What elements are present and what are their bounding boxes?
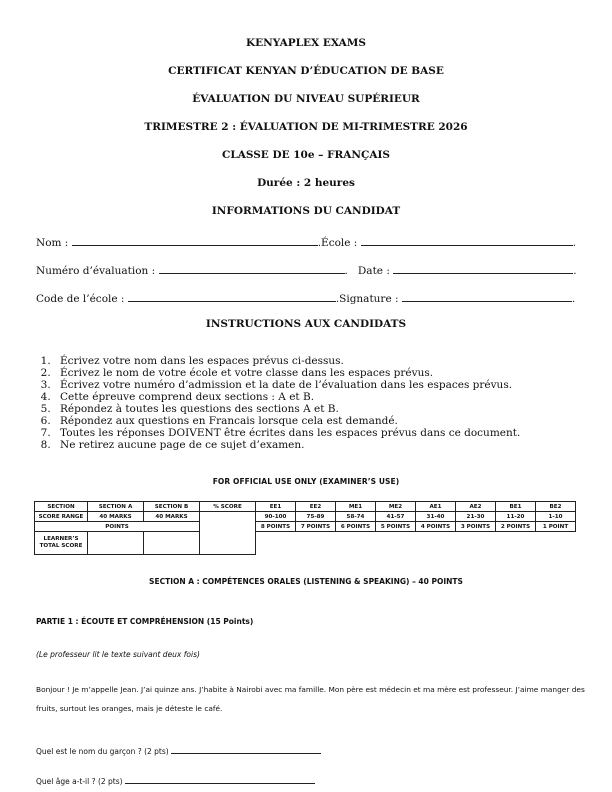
score-table-row bbox=[35, 522, 576, 532]
question-1 bbox=[36, 745, 321, 756]
candidate-info-title: INFORMATIONS DU CANDIDAT bbox=[211, 205, 401, 217]
percent-score-cell[interactable] bbox=[200, 512, 256, 555]
table-cell: 11-20 bbox=[496, 512, 536, 522]
empty-cell bbox=[256, 532, 576, 555]
end-dot: . bbox=[571, 293, 576, 305]
table-cell: 1 POINT bbox=[536, 522, 576, 532]
table-cell: 31-40 bbox=[416, 512, 456, 522]
term-title: TRIMESTRE 2 : ÉVALUATION DE MI-TRIMESTRE 2026 bbox=[144, 121, 468, 133]
table-cell: LEARNER’S TOTAL SCORE bbox=[35, 532, 88, 555]
certificate-title: CERTIFICAT KENYAN D’ÉDUCATION DE BASE bbox=[168, 65, 444, 77]
exam-provider-title: KENYAPLEX EXAMS bbox=[246, 37, 366, 49]
table-cell: 4 POINTS bbox=[416, 522, 456, 532]
instructions-title: INSTRUCTIONS AUX CANDIDATS bbox=[205, 318, 407, 330]
instruction-item: 1. Écrivez votre nom dans les espaces prévus ci-dessus. bbox=[54, 355, 612, 367]
end-dot: . bbox=[344, 265, 348, 277]
instruction-item: 4. Cette épreuve comprend deux sections : A et B. bbox=[54, 391, 612, 403]
school-code-label: Code de l’école : bbox=[36, 293, 125, 305]
answer-1-field[interactable] bbox=[171, 745, 321, 754]
part-1-title: PARTIE 1 : ÉCOUTE ET COMPRÉHENSION (15 Points) bbox=[36, 617, 254, 626]
table-cell: 58-74 bbox=[336, 512, 376, 522]
instructions-list bbox=[42, 355, 612, 451]
section-b-score-cell[interactable] bbox=[144, 532, 200, 555]
score-table-row bbox=[35, 532, 576, 555]
question-2-text: Quel âge a-t-il ? (2 pts) bbox=[36, 777, 123, 786]
table-cell: ME1 bbox=[336, 502, 376, 512]
table-cell: SECTION B bbox=[144, 502, 200, 512]
name-field[interactable] bbox=[72, 234, 318, 246]
table-cell: % SCORE bbox=[200, 502, 256, 512]
score-table-row bbox=[35, 512, 576, 522]
table-cell: 1-10 bbox=[536, 512, 576, 522]
table-cell: SECTION bbox=[35, 502, 88, 512]
school-code-field[interactable] bbox=[128, 290, 336, 302]
teacher-note: (Le professeur lit le texte suivant deux fois) bbox=[36, 650, 200, 659]
table-cell: SCORE RANGE bbox=[35, 512, 88, 522]
score-table bbox=[34, 501, 576, 555]
instruction-item: 3. Écrivez votre numéro d’admission et la date de l’évaluation dans les espaces prévus. bbox=[54, 379, 612, 391]
class-title: CLASSE DE 10e – FRANÇAIS bbox=[221, 149, 391, 161]
duration: Durée : 2 heures bbox=[257, 177, 355, 189]
table-cell: POINTS bbox=[35, 522, 200, 532]
table-cell: SECTION A bbox=[88, 502, 144, 512]
question-2 bbox=[36, 775, 315, 786]
signature-label: .Signature : bbox=[335, 293, 399, 305]
table-cell: 41-57 bbox=[376, 512, 416, 522]
end-dot: . bbox=[573, 265, 577, 277]
school-label: .École : bbox=[317, 237, 358, 249]
table-cell: 21-30 bbox=[456, 512, 496, 522]
end-dot: . bbox=[572, 237, 577, 249]
signature-field[interactable] bbox=[402, 290, 572, 302]
table-cell: 40 MARKS bbox=[88, 512, 144, 522]
listening-text: Bonjour ! Je m’appelle Jean. J’ai quinze ans. J’habite à Nairobi avec ma famille. Mon père est médecin et ma mère est professeur. J’aime manger des fruits, surtout les oranges, mais je déteste le café. bbox=[36, 685, 585, 713]
name-label: Nom : bbox=[36, 237, 69, 249]
question-1-text: Quel est le nom du garçon ? (2 pts) bbox=[36, 747, 169, 756]
instruction-item: 5. Répondez à toutes les questions des sections A et B. bbox=[54, 403, 612, 415]
table-cell: ME2 bbox=[376, 502, 416, 512]
table-cell: BE1 bbox=[496, 502, 536, 512]
date-field[interactable] bbox=[393, 262, 573, 274]
instruction-item: 6. Répondez aux questions en Francais lorsque cela est demandé. bbox=[54, 415, 612, 427]
section-a-title: SECTION A : COMPÉTENCES ORALES (LISTENING & SPEAKING) – 40 POINTS bbox=[149, 577, 463, 586]
table-cell: AE2 bbox=[456, 502, 496, 512]
section-a-score-cell[interactable] bbox=[88, 532, 144, 555]
answer-2-field[interactable] bbox=[125, 775, 315, 784]
table-cell: 7 POINTS bbox=[296, 522, 336, 532]
table-cell: 3 POINTS bbox=[456, 522, 496, 532]
school-field[interactable] bbox=[361, 234, 573, 246]
table-cell: 5 POINTS bbox=[376, 522, 416, 532]
table-cell: EE2 bbox=[296, 502, 336, 512]
score-table-row bbox=[35, 502, 576, 512]
table-cell: 6 POINTS bbox=[336, 522, 376, 532]
field-row-name-school bbox=[36, 234, 588, 249]
field-row-number-date bbox=[36, 262, 588, 277]
table-cell: 90-100 bbox=[256, 512, 296, 522]
table-cell: AE1 bbox=[416, 502, 456, 512]
date-label: Date : bbox=[357, 265, 390, 277]
instruction-item: 8. Ne retirez aucune page de ce sujet d’examen. bbox=[54, 439, 612, 451]
assessment-number-label: Numéro d’évaluation : bbox=[36, 265, 156, 277]
official-use-title: FOR OFFICIAL USE ONLY (EXAMINER’S USE) bbox=[212, 477, 400, 486]
table-cell: BE2 bbox=[536, 502, 576, 512]
level-title: ÉVALUATION DU NIVEAU SUPÉRIEUR bbox=[192, 93, 420, 105]
instruction-item: 7. Toutes les réponses DOIVENT être écrites dans les espaces prévus dans ce document. bbox=[54, 427, 612, 439]
table-cell: 2 POINTS bbox=[496, 522, 536, 532]
table-cell: EE1 bbox=[256, 502, 296, 512]
assessment-number-field[interactable] bbox=[159, 262, 345, 274]
table-cell: 8 POINTS bbox=[256, 522, 296, 532]
table-cell: 75-89 bbox=[296, 512, 336, 522]
instruction-item: 2. Écrivez le nom de votre école et votre classe dans les espaces prévus. bbox=[54, 367, 612, 379]
field-row-code-signature bbox=[36, 290, 588, 305]
table-cell: 40 MARKS bbox=[144, 512, 200, 522]
